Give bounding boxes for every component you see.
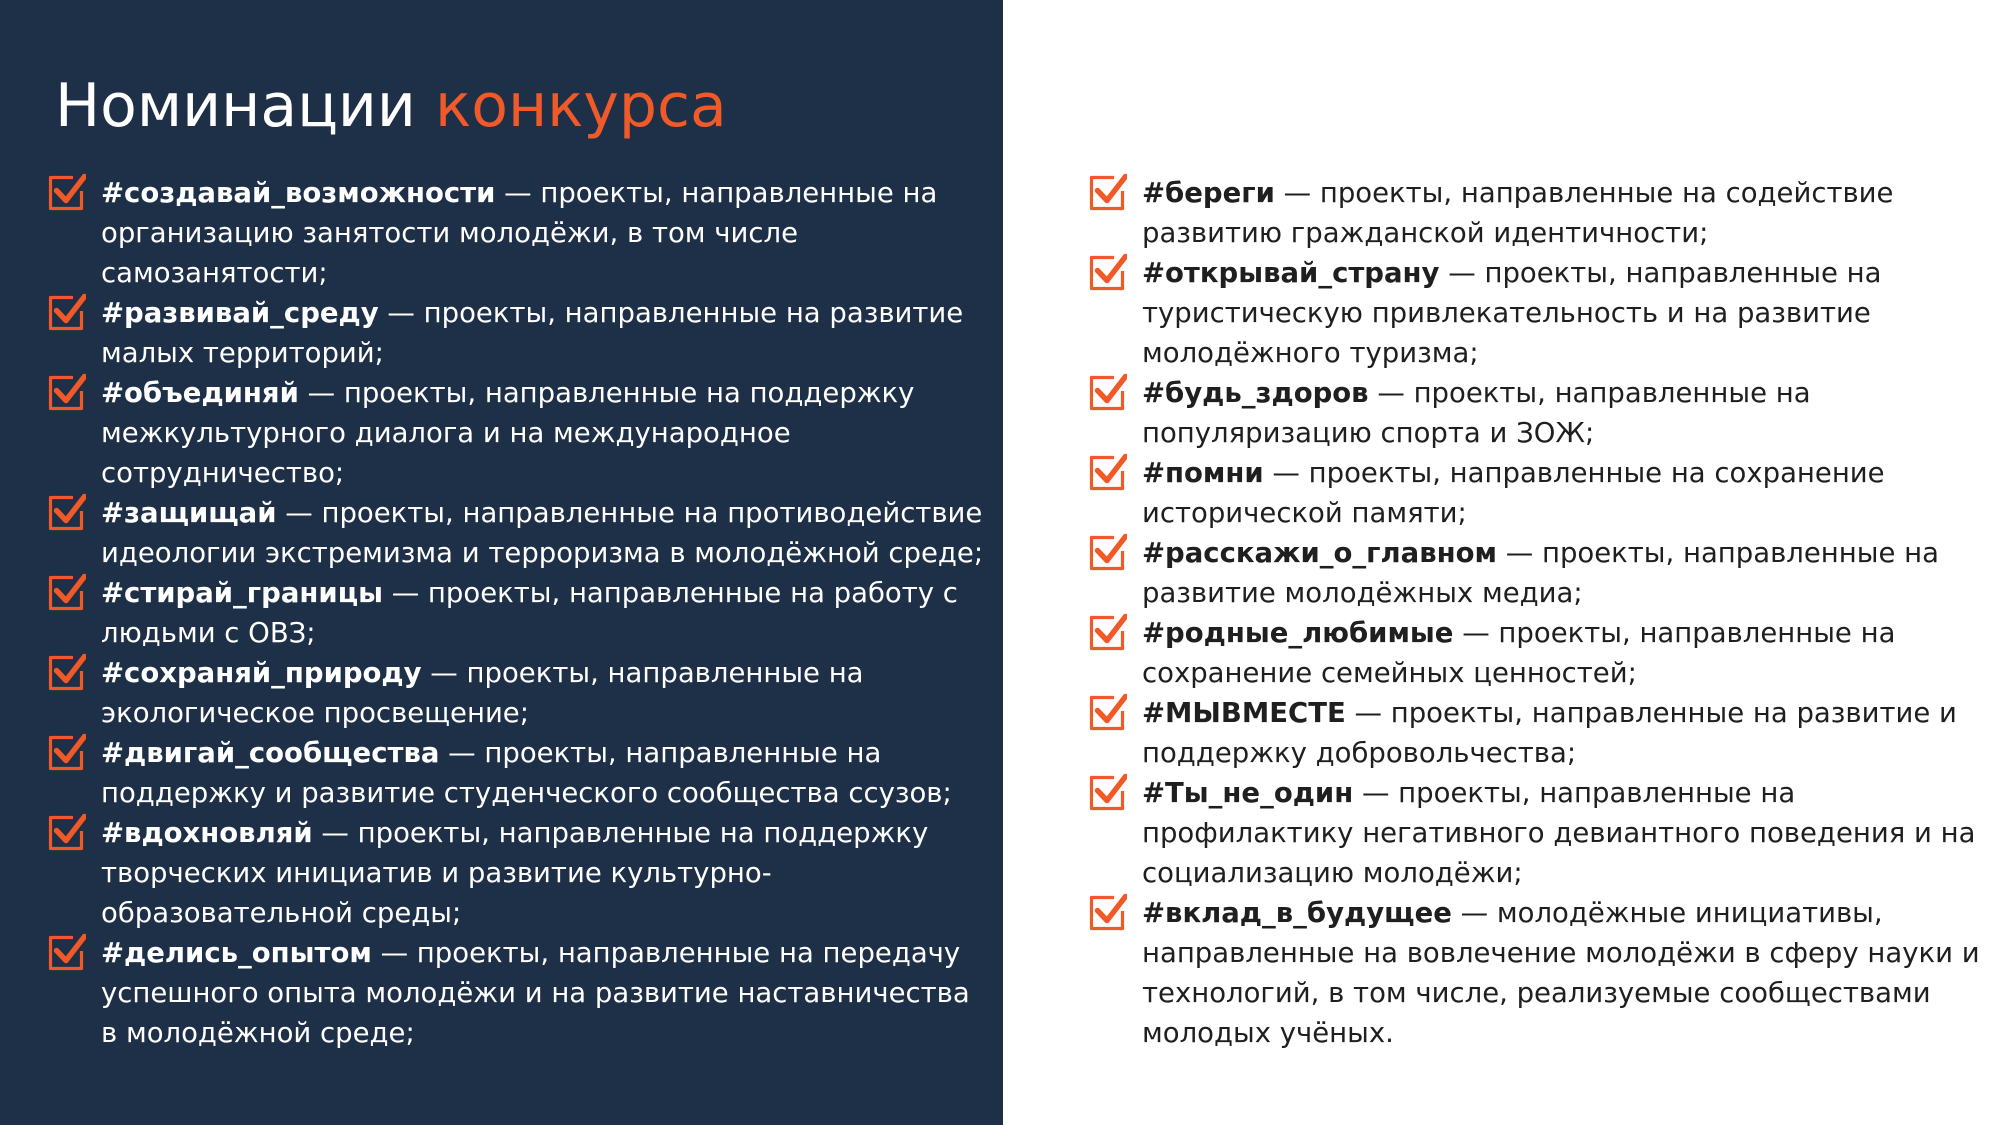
nomination-tag: #будь_здоров (1142, 377, 1369, 409)
nomination-item (1087, 373, 1982, 453)
nomination-description: — проекты, направленные на сохранение исторической памяти; (1142, 457, 1885, 529)
nomination-item (46, 493, 991, 573)
nomination-tag: #защищай (101, 497, 277, 529)
checked-box-icon (46, 373, 86, 413)
nomination-item (46, 933, 991, 1053)
nomination-description: — проекты, направленные на развитие малых территорий; (101, 297, 964, 369)
nomination-description: — проекты, направленные на туристическую привлекательность и на развитие молодёжного туризма; (1142, 257, 1882, 369)
nomination-item (46, 373, 991, 493)
nomination-item (46, 173, 991, 293)
checked-box-icon (46, 813, 86, 853)
nomination-tag: #открывай_страну (1142, 257, 1440, 289)
nomination-tag: #стирай_границы (101, 577, 383, 609)
nomination-tag: #сохраняй_природу (101, 657, 422, 689)
checked-box-icon (46, 573, 86, 613)
checked-box-icon (1087, 373, 1127, 413)
nomination-tag: #Ты_не_один (1142, 777, 1354, 809)
nomination-item (1087, 453, 1982, 533)
nomination-description: — проекты, направленные на противодействие идеологии экстремизма и терроризма в молодёжной среде; (101, 497, 984, 569)
checked-box-icon (1087, 773, 1127, 813)
nomination-tag: #вдохновляй (101, 817, 313, 849)
nominations-list-right (1087, 173, 1982, 1053)
nomination-description: — проекты, направленные на сохранение семейных ценностей; (1142, 617, 1896, 689)
checked-box-icon (46, 173, 86, 213)
checked-box-icon (1087, 173, 1127, 213)
nomination-item (1087, 893, 1982, 1053)
nomination-tag: #создавай_возможности (101, 177, 496, 209)
nomination-description: — проекты, направленные на поддержку и развитие студенческого сообщества ссузов; (101, 737, 952, 809)
nomination-description: — молодёжные инициативы, направленные на вовлечение молодёжи в сферу науки и технологий, в том числе, реализуемые сообществами молодых учёных. (1142, 897, 1980, 1049)
nomination-tag: #развивай_среду (101, 297, 379, 329)
nomination-item (46, 573, 991, 653)
checked-box-icon (1087, 893, 1127, 933)
nomination-item (1087, 613, 1982, 693)
nomination-tag: #МЫВМЕСТЕ (1142, 697, 1346, 729)
nomination-description: — проекты, направленные на работу с людьми с ОВЗ; (101, 577, 958, 649)
nomination-item (1087, 173, 1982, 253)
nomination-tag: #помни (1142, 457, 1264, 489)
nomination-item (1087, 253, 1982, 373)
checked-box-icon (46, 653, 86, 693)
nomination-item (1087, 773, 1982, 893)
title-accent: конкурса (435, 71, 727, 141)
title-main: Номинации (55, 71, 416, 141)
nomination-description: — проекты, направленные на профилактику негативного девиантного поведения и на социализацию молодёжи; (1142, 777, 1976, 889)
nomination-tag: #объединяй (101, 377, 299, 409)
nomination-tag: #двигай_сообщества (101, 737, 440, 769)
nomination-item (46, 813, 991, 933)
nomination-description: — проекты, направленные на передачу успешного опыта молодёжи и на развитие наставничества в молодёжной среде; (101, 937, 970, 1049)
nomination-item (1087, 533, 1982, 613)
checked-box-icon (46, 293, 86, 333)
nomination-tag: #вклад_в_будущее (1142, 897, 1452, 929)
nomination-description: — проекты, направленные на экологическое просвещение; (101, 657, 864, 729)
nomination-description: — проекты, направленные на содействие развитию гражданской идентичности; (1142, 177, 1894, 249)
nomination-tag: #расскажи_о_главном (1142, 537, 1497, 569)
nomination-item (46, 293, 991, 373)
nomination-description: — проекты, направленные на поддержку творческих инициатив и развитие культурно-образовательной среды; (101, 817, 929, 929)
page-title (55, 68, 727, 144)
nomination-item (1087, 693, 1982, 773)
nomination-description: — проекты, направленные на развитие молодёжных медиа; (1142, 537, 1939, 609)
nomination-tag: #делись_опытом (101, 937, 372, 969)
checked-box-icon (1087, 693, 1127, 733)
checked-box-icon (1087, 613, 1127, 653)
checked-box-icon (1087, 533, 1127, 573)
nomination-item (46, 733, 991, 813)
nomination-tag: #береги (1142, 177, 1275, 209)
nominations-list-left (46, 173, 991, 1053)
checked-box-icon (46, 493, 86, 533)
checked-box-icon (1087, 253, 1127, 293)
checked-box-icon (1087, 453, 1127, 493)
checked-box-icon (46, 933, 86, 973)
nomination-tag: #родные_любимые (1142, 617, 1454, 649)
nomination-description: — проекты, направленные на развитие и поддержку добровольчества; (1142, 697, 1957, 769)
nomination-description: — проекты, направленные на популяризацию спорта и ЗОЖ; (1142, 377, 1811, 449)
checked-box-icon (46, 733, 86, 773)
nomination-description: — проекты, направленные на организацию занятости молодёжи, в том числе самозанятости; (101, 177, 938, 289)
nomination-description: — проекты, направленные на поддержку межкультурного диалога и на международное сотрудничество; (101, 377, 915, 489)
nomination-item (46, 653, 991, 733)
